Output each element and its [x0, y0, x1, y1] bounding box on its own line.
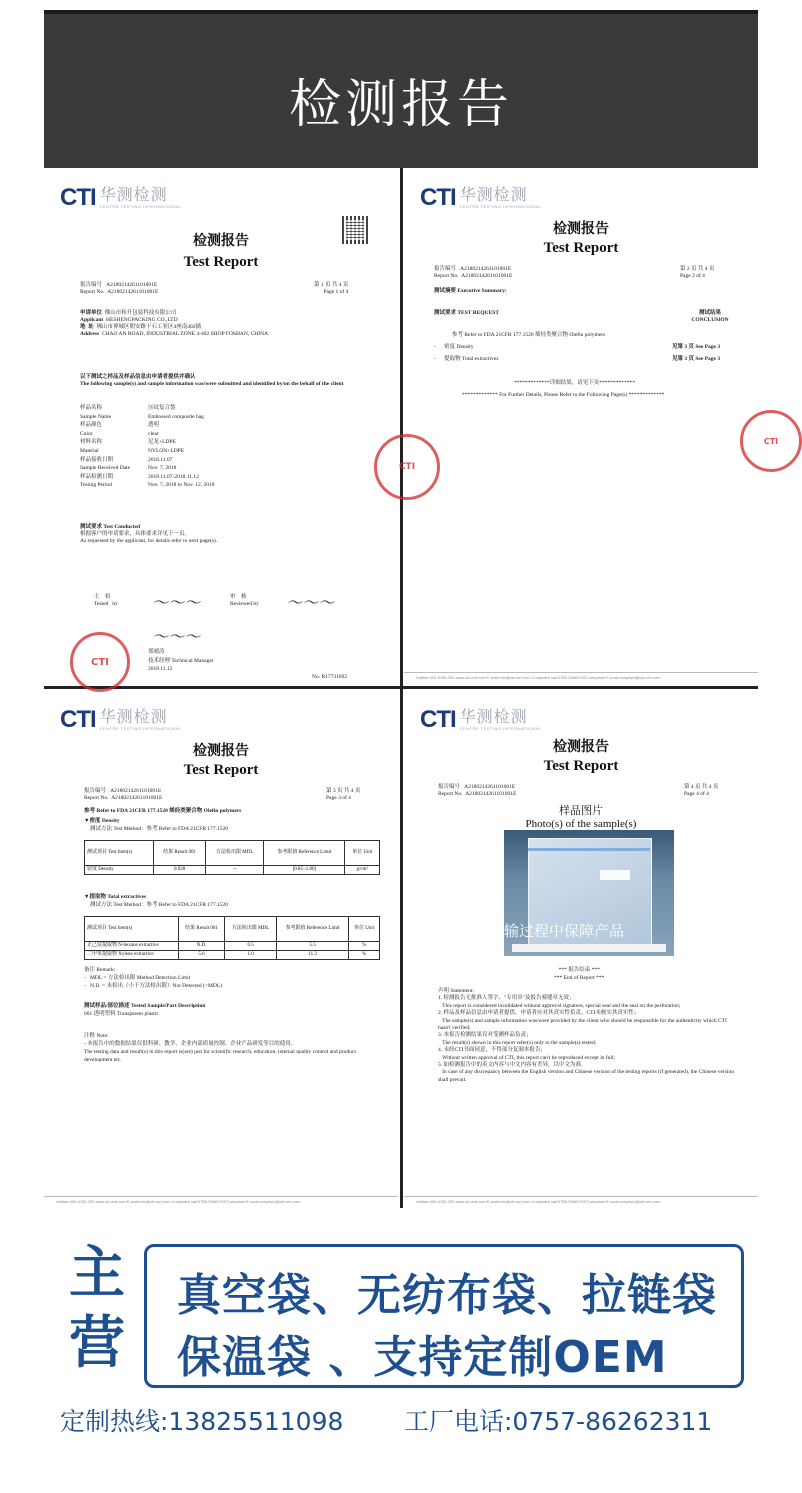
- page-number-en: Page 4 of 4: [684, 791, 709, 797]
- page-number: 第 4 页 共 4 页: [684, 784, 719, 790]
- note-cn: 本报告中的数据结果仅供科研、教学、企业内部质量控制、企业产品研发等目的使用。: [87, 1041, 297, 1047]
- hotline-text[interactable]: 定制热线:13825511098: [60, 1407, 344, 1436]
- extract-table: [84, 916, 380, 960]
- photo-title-en: Photo(s) of the sample(s): [525, 818, 637, 830]
- refer-standard: 参考 Refer to FDA 21CFR 177.1520 烯烃类聚合物 Olefin polymers: [452, 332, 606, 338]
- applicant-cn: 佛山市和升包装科技有限公司: [104, 310, 177, 316]
- page-number-en: Page 1 of 4: [323, 289, 349, 295]
- banner-title: 检测报告: [288, 75, 513, 135]
- report-no-en: A2180214261101001E: [107, 289, 159, 295]
- cti-logo-en: CENTRE TESTING INTERNATIONAL: [459, 204, 542, 209]
- th-unit: 单位 Unit: [349, 917, 380, 942]
- report-no-en: A2180214261101001E: [461, 273, 513, 279]
- remark-title: 备注 Remark:: [84, 967, 116, 973]
- xylene-unit: %: [349, 951, 380, 960]
- bag-label: [600, 870, 630, 880]
- factory-phone-text[interactable]: 工厂电话:0757-86262311: [404, 1407, 713, 1436]
- see-page-2: 见第 3 页 See Page 3: [672, 356, 721, 362]
- hexane-mdl: 0.5: [225, 942, 277, 951]
- report-title-cn: 检测报告: [193, 743, 249, 759]
- report-no: A2180214261101001E: [460, 266, 512, 272]
- note-en: The testing data and result(s) in this report is(are) just for scientific research, education, internal quality control and product development etc.: [84, 1049, 356, 1063]
- report-date: 2018.11.12: [148, 666, 173, 672]
- note-title: 注释 Note:: [84, 1033, 109, 1039]
- red-seal-stamp: CTI: [740, 410, 802, 472]
- th-result: 结果 Result 001: [178, 917, 224, 942]
- see-page-1: 见第 3 页 See Page 3: [672, 344, 721, 350]
- report-title-en: Test Report: [543, 240, 619, 256]
- statement-title: 声明 Statement:: [438, 988, 474, 994]
- banner-top-stripe: [44, 10, 758, 14]
- th-item: 测试项目 Test Item(s): [85, 917, 179, 942]
- th-limit: 参考限值 Reference Limit: [277, 917, 349, 942]
- report-footer: Hotline:400-6788-333 www.cti-cert.com E-mail:info@cti-cert.com Complaint call:0755-33681700 Complaint E-mail:complaint@cti-cert.com: [404, 1196, 758, 1204]
- main-business-label-1: 主: [69, 1241, 125, 1306]
- report-footer: Hotline:400-6788-333 www.cti-cert.com E-mail:info@cti-cert.com Complaint call:0755-33681700 Complaint E-mail:complaint@cti-cert.com: [44, 1196, 398, 1204]
- report-no: A2180214261101001E: [106, 282, 158, 288]
- page-number: 第 3 页 共 4 页: [326, 788, 361, 794]
- testing-en: Nov. 7, 2018 to Nov. 12, 2018: [148, 482, 215, 489]
- th-limit: 参考限值 Reference Limit: [264, 841, 345, 866]
- material-cn: 尼龙+LDPE: [148, 439, 176, 446]
- manager-name: 郑晴涛: [148, 649, 165, 655]
- report-grid: [44, 168, 779, 1208]
- report-page-2: CTI 华测检测 CENTRE TESTING INTERNATIONAL 检测报告 Test Report 报告编号 A2180214261101001E Report No. A2180214261101001E 第 2 页 共 4 页 Page 2 of 4 测试摘要 Executive Summary: 测试要求 TEST REQUEST 测试结果 CONCLUSION 参考 Refer to FDA 21CFR 177.1520 烯烃类聚合物 Olefin polymers - 密度 Density 见第 3 页 See Page 3 - 提取物 Total extractives 见第 3 页 See Page 3 *************详细结果，请见下页************* ************* For Further Details, Please Refer to the Following Page(s) ************* CTI Hotline:400-6788-333 www.cti-cert.com E-mail:info@cti-cert.com Complaint call:0755-33681700 Complaint E-mail:complaint@cti-cert.com: [404, 168, 758, 684]
- zipper-strip: [528, 848, 650, 851]
- end-en: *** End of Report ***: [554, 975, 605, 981]
- page-number: 第 2 页 共 4 页: [680, 266, 715, 272]
- color-cn: 透明: [148, 422, 160, 429]
- remark-mdl: MDL = 方法检出限 Method Detection Limit: [89, 975, 191, 981]
- cti-logo: [60, 708, 181, 732]
- hexane-result: N.D.: [178, 942, 224, 951]
- cti-logo-mark: CTI: [60, 706, 96, 733]
- executive-summary: 测试摘要 Executive Summary:: [434, 288, 507, 294]
- conducted-cn: 根据客户的申请要求，具体要求详见下一页。: [80, 531, 191, 537]
- sample-name-en: Embossed composite bag: [148, 413, 204, 420]
- report-title-cn: 检测报告: [553, 221, 609, 237]
- hexane-limit: 5.5: [277, 942, 349, 951]
- cti-logo-cn: 华测检测: [459, 185, 528, 204]
- cti-logo: [420, 186, 541, 210]
- xylene-limit: 11.3: [277, 951, 349, 960]
- address-en: CHAO AN ROAD, INDUSTRIAL ZONE 4-402 SHOP FOSHAN, CHINA.: [101, 331, 270, 337]
- cti-logo-en: CENTRE TESTING INTERNATIONAL: [99, 204, 182, 209]
- density-row-result: 0.928: [154, 866, 206, 875]
- end-cn: *** 报告结束 ***: [558, 967, 600, 973]
- cti-logo: [420, 708, 541, 732]
- cti-logo-cn: 华测检测: [99, 707, 168, 726]
- page-number-en: Page 3 of 4: [326, 795, 351, 801]
- cti-logo: [60, 186, 181, 210]
- page-number: 第 1 页 共 4 页: [314, 282, 349, 288]
- item-extractives: 提取物 Total extractives: [444, 356, 499, 362]
- item-density: 密度 Density: [444, 344, 474, 350]
- density-title: ▼密度 Density: [84, 818, 120, 824]
- statement-1-en: This report is considered invalidated without approval signature, special seal and the seal on the perforation;: [442, 1002, 681, 1009]
- sample-photo: [504, 830, 674, 956]
- report-no-en: A2180214261101001E: [111, 795, 163, 801]
- material-en: NYLON+LDPE: [148, 447, 185, 454]
- manager-title: 技术经理 Technical Manager: [148, 657, 214, 664]
- photo-title-cn: 样品图片: [559, 804, 603, 817]
- report-title-en: Test Report: [183, 254, 259, 270]
- statement-5-en: In case of any discrepancy between the English version and Chinese version of the testing reports (if generated), the Chinese version shall prevail.: [438, 1069, 734, 1083]
- intro-cn: 以下测试之样品及样品信息由申请者提供并确认: [80, 374, 196, 380]
- photo-overlay-text: 输过程中保障产品: [504, 922, 625, 940]
- report-title-cn: 检测报告: [553, 739, 609, 755]
- density-row-unit: g/cm³: [345, 866, 380, 875]
- xylene-result: 5.6: [178, 951, 224, 960]
- testing-cn: 2018.11.07-2018.11.12: [148, 473, 199, 480]
- received-en: Nov. 7, 2018: [148, 465, 177, 472]
- report-title-en: Test Report: [183, 762, 259, 778]
- report-footer: Hotline:400-6788-333 www.cti-cert.com E-mail:info@cti-cert.com Complaint call:0755-33681700 Complaint E-mail:complaint@cti-cert.com: [404, 672, 758, 680]
- xylene-mdl: 1.0: [225, 951, 277, 960]
- cti-logo-cn: 华测检测: [99, 185, 168, 204]
- statement-1: 1. 检测报告无批准人签字、"专用章"及报告骑缝章无效；: [438, 995, 575, 1002]
- test-method-2: 测试方法 Test Method：参考 Refer to FDA 21CFR 177.1520: [90, 902, 229, 908]
- report-no-en: A2180214261101001E: [465, 791, 517, 797]
- address-cn: 佛山市禅城区朝安路下石工业区4座南402铺: [96, 324, 202, 330]
- received-cn: 2018.11.07: [148, 456, 173, 463]
- tester-signature-icon: 〜〜〜: [152, 593, 201, 612]
- cti-logo-mark: CTI: [420, 184, 456, 211]
- report-title-cn: 检测报告: [193, 233, 249, 249]
- cti-logo-mark: CTI: [420, 706, 456, 733]
- density-table: [84, 840, 380, 875]
- report-title-en: Test Report: [543, 758, 619, 774]
- hexane-item: 正己烷提取物 N-hexane extractive: [85, 942, 179, 951]
- remark-nd: N.D. = 未检出（小于方法检出限）Not Detected (<MDL): [89, 983, 223, 989]
- extract-title: ▼提取物 Total extractives: [84, 894, 147, 900]
- hexane-unit: %: [349, 942, 380, 951]
- further-details-cn: *************详细结果，请见下页*************: [514, 380, 636, 386]
- density-row-mdl: --: [206, 866, 264, 875]
- sample-desc: 001 透明塑料 Transparent plastic: [84, 1011, 159, 1017]
- density-row-item: 密度 Density: [85, 866, 154, 875]
- xylene-item: 二甲苯提取物 Xylene extractive: [85, 951, 179, 960]
- ruler-icon: [512, 944, 666, 952]
- sample-desc-title: 测试样品/部位描述 Tested Sample/Part Description: [84, 1003, 206, 1009]
- page-number-en: Page 2 of 4: [680, 273, 705, 279]
- statement-5: 5. 如检测报告中的英文内容与中文内容有差异，以中文为准。: [438, 1062, 587, 1069]
- reviewer-signature-icon: 〜〜〜: [286, 593, 335, 612]
- intro-en: The following sample(s) and sample information was/were submitted and identified by/on the behalf of the client: [80, 381, 344, 387]
- test-request-header: 测试要求 TEST REQUEST: [434, 310, 500, 316]
- report-no: A2180214261101001E: [110, 788, 162, 794]
- color-en: clear: [148, 430, 159, 437]
- business-line-1: 真空袋、无纺布袋、拉链袋: [177, 1270, 717, 1321]
- th-result: 结果 Result 001: [154, 841, 206, 866]
- business-line-2: 保温袋 、支持定制OEM: [177, 1332, 668, 1383]
- report-page-4: CTI 华测检测 CENTRE TESTING INTERNATIONAL 检测报告 Test Report 报告编号 A2180214261101001E Report No. A2180214261101001E 第 4 页 共 4 页 Page 4 of 4 样品图片 Photo(s) of the sample(s) 输过程中保障产品 *** 报告结束 *** *** End of Report *** 声明 Statement: 1. 检测报告无批准人签字、"专用章"及报告骑缝章无效； This report is considered invalidated without approval signature, special seal and the seal on the perforation; 2. 样品及样品信息由申请者提供，申请者应对其真实性负责，CTI未核实其真实性； The sample(s) and sample information was/were provided by the client who should be responsible for the authenticity which CTI hasn't verified; 3. 本报告检测结果仅对受测样品负责； The result(s) shown in this report refer(s) only to the sample(s) tested; 4. 未经CTI书面同意，不得部分复制本报告； Without written approval of CTI, this report can't be reproduced except in full; 5. 如检测报告中的英文内容与中文内容有差异，以中文为准。 In case of any discrepancy between the English version and Chinese version of the testing reports (if generated), the Chinese version shall prevail. Hotline:400-6788-333 www.cti-cert.com E-mail:info@cti-cert.com Complaint call:0755-33681700 Complaint E-mail:complaint@cti-cert.com: [404, 690, 758, 1208]
- report-page-1: CTI 华测检测 CENTRE TESTING INTERNATIONAL 检测报告 Test Report 报告编号 A2180214261101001E Report No. A2180214261101001E 第 1 页 共 4 页 Page 1 of 4 申请单位 佛山市和升包装科技有限公司 Applicant HESHENGPACKING CO.,LTD 地 址 佛山市禅城区朝安路下石工业区4座南402铺 Address CHAO AN ROAD, INDUSTRIAL ZONE 4-402 SHOP FOSHAN, CHINA. 以下测试之样品及样品信息由申请者提供并确认 The following sample(s) and sample information was/were submitted and identified by/on the behalf of the client 样品名称 Sample Name 样品颜色 Color 材料名称 Material 样品接收日期 Sample Received Date 样品检测日期 Testing Period 压纹复合袋 Embossed composite bag 透明 clear 尼龙+LDPE NYLON+LDPE 2018.11.07 Nov. 7, 2018 2018.11.07-2018.11.12 Nov. 7, 2018 to Nov. 12, 2018 测试要求 Test Conducted 根据客户的申请要求，具体要求详见下一页。 As requested by the applicant, for details refer to next page(s). CTI 主 检 Tested by 〜〜〜 审 核 Reviewed by 〜〜〜 〜〜〜 郑晴涛 技术经理 Technical Manager 2018.11.12 No. R17731892 CTI: [44, 168, 398, 684]
- further-details-en: ************* For Further Details, Please Refer to the Following Page(s) *************: [462, 392, 665, 398]
- main-business-label-2: 营: [69, 1311, 125, 1376]
- statement-3-en: The result(s) shown in this report refer(s) only to the sample(s) tested;: [442, 1039, 597, 1046]
- report-no: A2180214261101001E: [464, 784, 516, 790]
- manager-signature-icon: 〜〜〜: [152, 627, 201, 646]
- grid-divider-horizontal: [44, 686, 758, 689]
- header-banner: [44, 10, 758, 168]
- cti-logo-cn: 华测检测: [459, 707, 528, 726]
- refer-standard: 参考 Refer to FDA 21CFR 177.1520 烯烃类聚合物 Olefin polymers: [84, 808, 242, 814]
- serial-no: No. R17731892: [312, 674, 348, 680]
- cti-logo-mark: CTI: [60, 184, 96, 211]
- statement-4: 4. 未经CTI书面同意，不得部分复制本报告；: [438, 1047, 546, 1054]
- statement-2: 2. 样品及样品信息由申请者提供，申请者应对其真实性负责，CTI未核实其真实性；: [438, 1010, 640, 1017]
- applicant-en: HESHENGPACKING CO.,LTD: [105, 317, 178, 323]
- report-page-3: CTI 华测检测 CENTRE TESTING INTERNATIONAL 检测报告 Test Report 报告编号 A2180214261101001E Report No. A2180214261101001E 第 3 页 共 4 页 Page 3 of 4 参考 Refer to FDA 21CFR 177.1520 烯烃类聚合物 Olefin polymers ▼密度 Density 测试方法 Test Method：参考 Refer to FDA 21CFR 177.1520 测试项目 Test Item(s) 结果 Result 001 方法检出限 MDL 参考限值 Reference Limit 单位 Unit 密度 Density 0.928 -- [0.85~1.00] g/cm³ ▼提取物 Total extractives 测试方法 Test Method：参考 Refer to FDA 21CFR 177.1520 测试项目 Test Item(s) 结果 Result 001 方法检出限 MDL 参考限值 Reference Limit 单位 Unit 正己烷提取物 N-hexane extractive N.D. 0.5 5.5 % 二甲苯提取物 Xylene extractive 5.6 1.0 11.3 % 备注 Remark: - MDL = 方法检出限 Method Detection Limit - N.D. = 未检出（小于方法检出限）Not Detected (<MDL) 测试样品/部位描述 Tested Sample/Part Description 001 透明塑料 Transparent plastic 注释 Note: - 本报告中的数据结果仅供科研、教学、企业内部质量控制、企业产品研发等目的使用。 The testing data and result(s) in this report is(are) just for scientific research, education, internal quality control and product development etc. Hotline:400-6788-333 www.cti-cert.com E-mail:info@cti-cert.com Complaint call:0755-33681700 Complaint E-mail:complaint@cti-cert.com: [44, 690, 398, 1208]
- statement-4-en: Without written approval of CTI, this report can't be reproduced except in full;: [442, 1054, 616, 1061]
- th-unit: 单位 Unit: [345, 841, 380, 866]
- statement-3: 3. 本报告检测结果仅对受测样品负责；: [438, 1032, 532, 1039]
- cti-logo-en: CENTRE TESTING INTERNATIONAL: [99, 726, 182, 731]
- test-method: 测试方法 Test Method：参考 Refer to FDA 21CFR 177.1520: [90, 826, 229, 832]
- red-seal-stamp-cti: CTI: [70, 632, 130, 692]
- density-row-limit: [0.85~1.00]: [264, 866, 345, 875]
- th-item: 测试项目 Test Item(s): [85, 841, 154, 866]
- conclusion-header: 测试结果 CONCLUSION: [691, 310, 729, 323]
- sample-name-cn: 压纹复合袋: [148, 405, 176, 411]
- th-mdl: 方法检出限 MDL: [225, 917, 277, 942]
- red-seal-stamp: CTI: [374, 434, 440, 500]
- statement-2-en: The sample(s) and sample information was/were provided by the client who should be responsible for the authenticity which CTI hasn't verified;: [438, 1017, 727, 1032]
- conducted-en: As requested by the applicant, for details refer to next page(s).: [80, 538, 218, 544]
- th-mdl: 方法检出限 MDL: [206, 841, 264, 866]
- cti-logo-en: CENTRE TESTING INTERNATIONAL: [459, 726, 542, 731]
- business-box: [144, 1244, 744, 1388]
